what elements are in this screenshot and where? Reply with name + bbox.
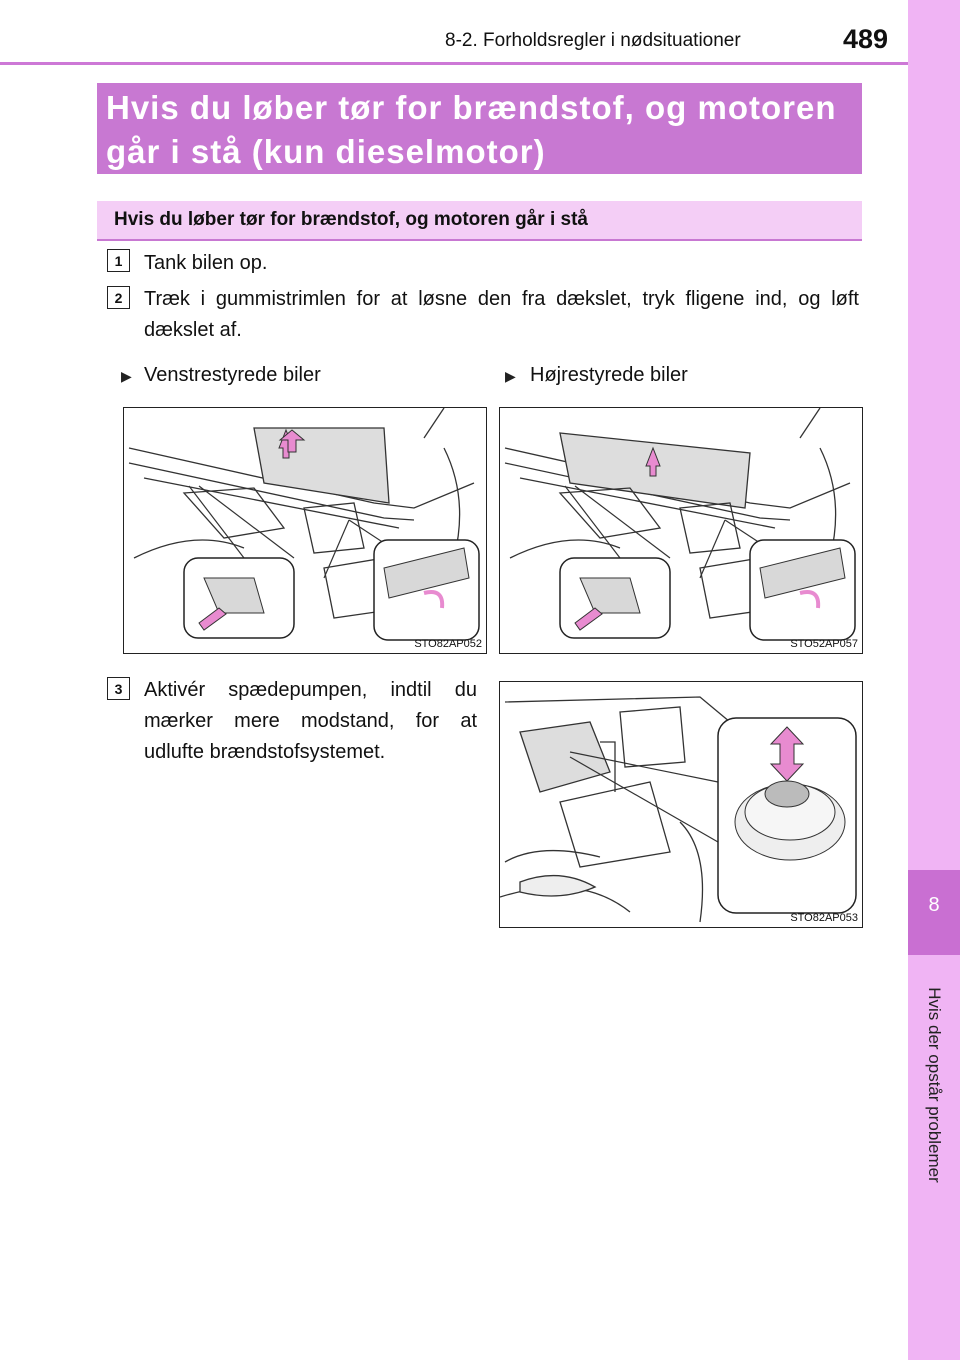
step-1-text: Tank bilen op. xyxy=(144,252,268,274)
subheading-bar xyxy=(97,201,862,241)
engine-bay-illustration xyxy=(124,408,486,653)
subheading: Hvis du løber tør for brændstof, og motoren går i stå xyxy=(114,209,588,230)
priming-pump-illustration xyxy=(500,682,862,927)
figure-code: STO82AP052 xyxy=(414,638,482,650)
figure-caption-rhd: Højrestyrede biler xyxy=(530,364,688,386)
caption-arrow-icon: ▶ xyxy=(121,368,132,384)
figure-priming-pump xyxy=(499,681,863,928)
caption-arrow-icon: ▶ xyxy=(505,368,516,384)
chapter-number: 8 xyxy=(928,894,940,916)
figure-caption-lhd: Venstrestyrede biler xyxy=(144,364,321,386)
step-1-number: 1 xyxy=(107,249,130,272)
header-divider xyxy=(0,62,908,65)
chapter-title: Hvis der opstår problemer xyxy=(925,987,944,1183)
page-number: 489 xyxy=(843,24,889,54)
figure-rhd-engine-cover xyxy=(499,407,863,654)
section-title-banner xyxy=(97,83,862,174)
engine-bay-illustration xyxy=(500,408,862,653)
section-title: Hvis du løber tør for brændstof, og motoren går i stå (kun dieselmotor) xyxy=(106,89,837,170)
figure-code: STO82AP053 xyxy=(790,912,858,924)
step-3-number: 3 xyxy=(107,677,130,700)
step-2-text: Træk i gummistrimlen for at løsne den fra dækslet, tryk fligene ind, og løft dækslet af. xyxy=(144,288,859,341)
step-2-number: 2 xyxy=(107,286,130,309)
running-header: 8-2. Forholdsregler i nødsituationer xyxy=(445,30,741,51)
figure-lhd-engine-cover xyxy=(123,407,487,654)
figure-code: STO52AP057 xyxy=(790,638,858,650)
step-3-text: Aktivér spædepumpen, indtil du mærker mere modstand, for at udlufte brændstofsystemet. xyxy=(144,679,477,763)
